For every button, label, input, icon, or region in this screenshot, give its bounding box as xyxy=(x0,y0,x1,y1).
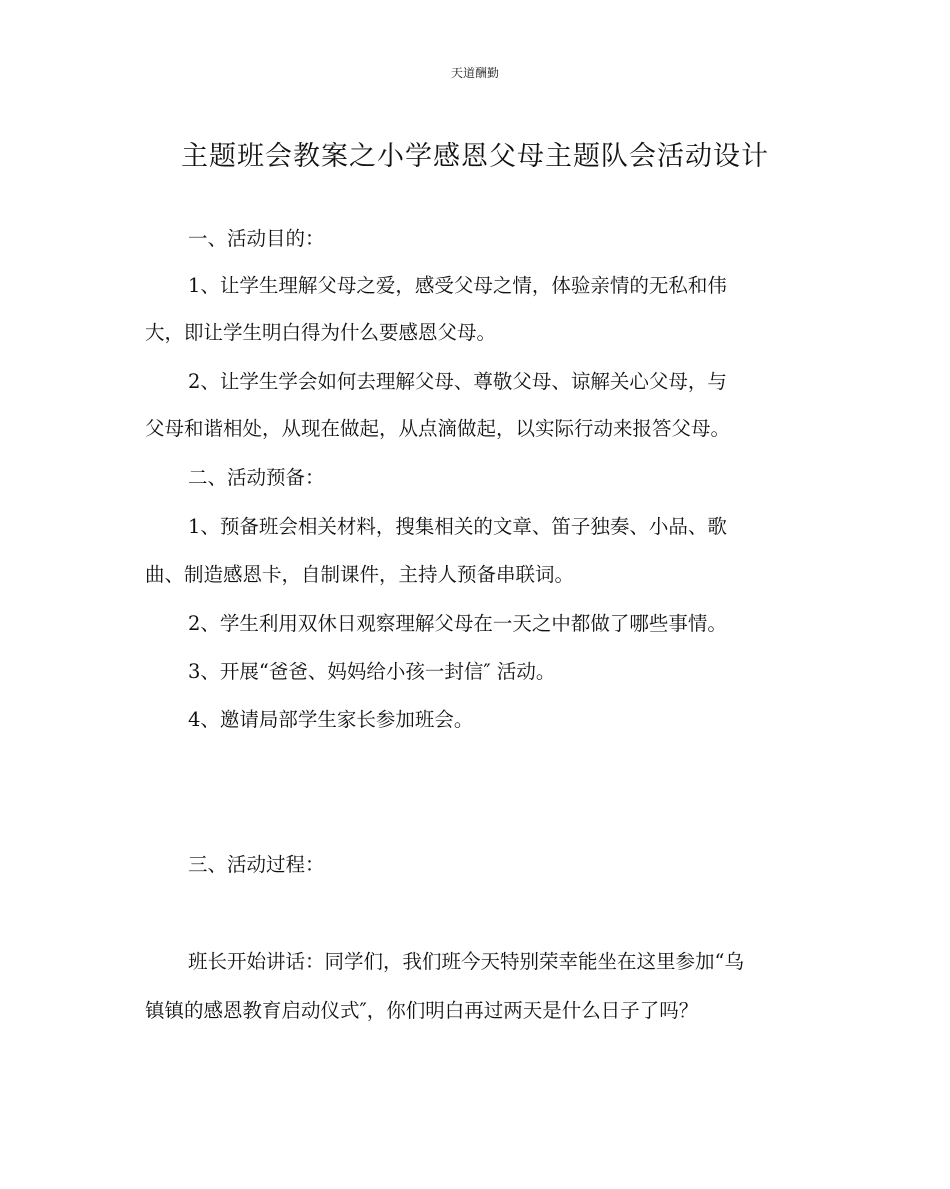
paragraph-line: 班长开始讲话：同学们，我们班今天特别荣幸能坐在这里参加“乌 xyxy=(188,950,744,973)
section-heading-process: 三、活动过程： xyxy=(188,853,325,876)
section-heading-preparation: 二、活动预备： xyxy=(188,466,325,489)
page-header: 天道酬勤 xyxy=(450,66,499,80)
paragraph-line: 1、让学生理解父母之爱，感受父母之情，体验亲情的无私和伟 xyxy=(188,274,727,297)
document-title: 主题班会教案之小学感恩父母主题队会活动设计 xyxy=(181,141,769,172)
paragraph-line: 2、学生利用双休日观察理解父母在一天之中都做了哪些事情。 xyxy=(188,612,727,635)
paragraph-line: 1、预备班会相关材料，搜集相关的文章、笛子独奏、小品、歌 xyxy=(188,515,727,538)
section-heading-objectives: 一、活动目的： xyxy=(188,227,325,250)
paragraph-line: 2、让学生学会如何去理解父母、尊敬父母、谅解关心父母，与 xyxy=(188,370,727,393)
paragraph-line: 大，即让学生明白得为什么要感恩父母。 xyxy=(145,321,497,344)
paragraph-line: 镇镇的感恩教育启动仪式″，你们明白再过两天是什么日子了吗？ xyxy=(145,999,699,1022)
paragraph-line: 曲、制造感恩卡，自制课件，主持人预备串联词。 xyxy=(145,563,575,586)
paragraph-line: 3、开展“爸爸、妈妈给小孩一封信″ 活动。 xyxy=(188,660,556,683)
paragraph-line: 4、邀请局部学生家长参加班会。 xyxy=(188,708,474,731)
paragraph-line: 父母和谐相处，从现在做起，从点滴做起，以实际行动来报答父母。 xyxy=(145,417,731,440)
